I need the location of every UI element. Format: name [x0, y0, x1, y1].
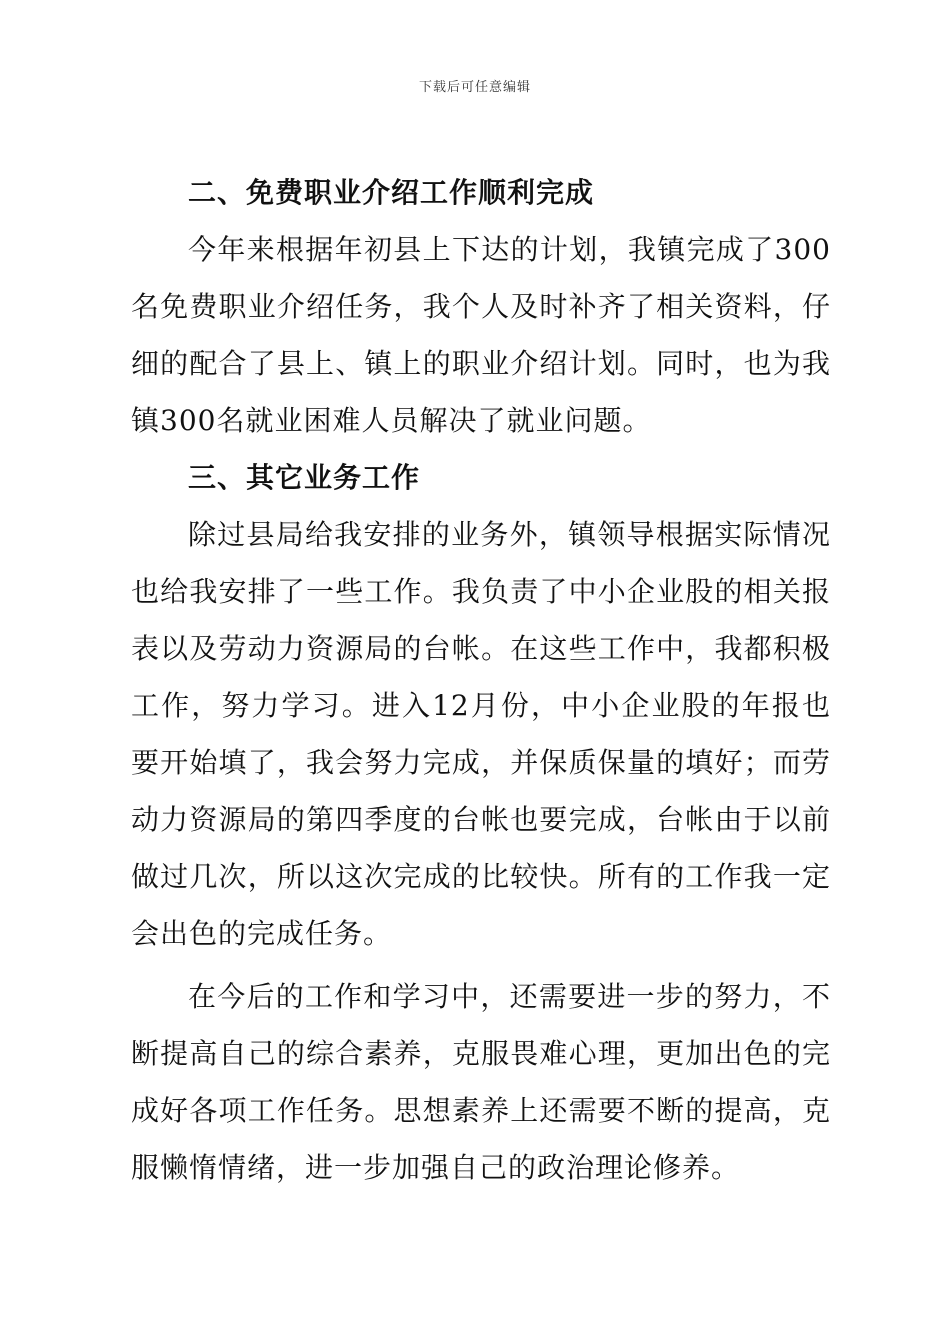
page-header: 下载后可任意编辑	[418, 80, 531, 95]
section-heading-other-work: 三、其它业务工作	[188, 461, 421, 494]
section-heading-job-referral: 二、免费职业介绍工作顺利完成	[188, 176, 595, 209]
paragraph-job-referral: 今年来根据年初县上下达的计划，我镇完成了300名免费职业介绍任务，我个人及时补齐了相关资料，仔细的配合了县上、镇上的职业介绍计划。同时，也为我镇300名就业困难人员解决了就业问题。	[131, 233, 831, 437]
paragraph-future-plan: 在今后的工作和学习中，还需要进一步的努力，不断提高自己的综合素养，克服畏难心理，更加出色的完成好各项工作任务。思想素养上还需要不断的提高，克服懒惰情绪，进一步加强自己的政治理论修养。	[131, 980, 831, 1184]
paragraph-other-work: 除过县局给我安排的业务外，镇领导根据实际情况也给我安排了一些工作。我负责了中小企业股的相关报表以及劳动力资源局的台帐。在这些工作中，我都积极工作，努力学习。进入12月份，中小企业股的年报也要开始填了，我会努力完成，并保质保量的填好；而劳动力资源局的第四季度的台帐也要完成，台帐由于以前做过几次，所以这次完成的比较快。所有的工作我一定会出色的完成任务。	[131, 518, 831, 950]
document-body	[131, 164, 831, 1196]
